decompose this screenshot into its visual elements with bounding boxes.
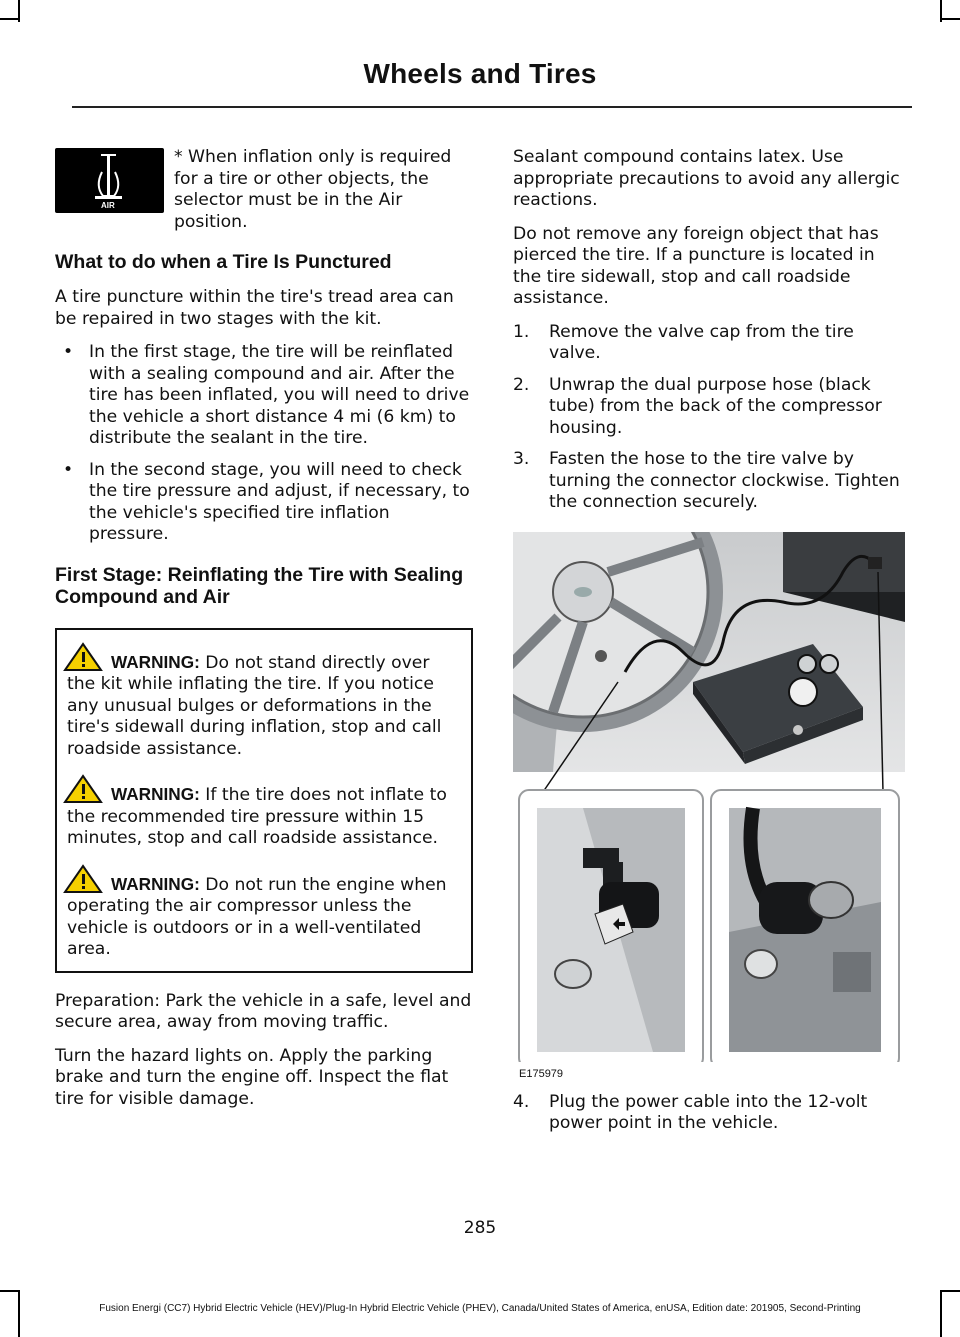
paragraph: Preparation: Park the vehicle in a safe, level and secure area, away from moving traffic. (55, 990, 472, 1032)
list-item: • In the second stage, you will need to check the tire pressure and adjust, if necessary, to the vehicle's specified tire inflation pressure. (55, 460, 473, 546)
air-pump-icon (55, 148, 164, 213)
warning-label: WARNING: (111, 651, 200, 672)
warning-triangle-icon (63, 774, 111, 804)
warning-text: Do not run the engine when operating the air compressor unless the vehicle is outdoors or in a well-ventilated area. (67, 874, 447, 959)
warning-text: If the tire does not inflate to the recommended tire pressure within 15 minutes, stop and call roadside assistance. (67, 785, 447, 848)
section-heading: First Stage: Reinflating the Tire with Sealing Compound and Air (55, 563, 464, 608)
tire-repair-kit-illustration (513, 532, 905, 1080)
warning-text: Do not stand directly over the kit while inflating the tire. If you notice any unusual bulges or deformations in the tire's sidewall during inflation, stop and call roadside assistance. (67, 652, 442, 759)
warning-triangle-icon (63, 642, 111, 672)
warning-item (67, 642, 463, 761)
right-column (513, 140, 905, 1147)
section-heading: What to do when a Tire Is Punctured (55, 251, 392, 273)
left-column (55, 140, 473, 1122)
list-item: • In the first stage, the tire will be reinflated with a sealing compound and air. After the tire has been inflated, you will need to drive the vehicle a short distance 4 mi (6 km) to distribute the sealant in the tire. (55, 342, 473, 450)
step-item: 4. Plug the power cable into the 12-volt power point in the vehicle. (513, 1091, 868, 1133)
title-rule (72, 106, 912, 108)
air-icon-label: AIR (101, 201, 115, 210)
crop-mark (940, 1290, 960, 1292)
crop-mark (0, 1290, 20, 1292)
intro-text: * When inflation only is required for a tire or other objects, the selector must be in the Air position. (174, 147, 452, 232)
paragraph: Turn the hazard lights on. Apply the parking brake and turn the engine off. Inspect the flat tire for visible damage. (55, 1045, 449, 1109)
footer-text: Fusion Energi (CC7) Hybrid Electric Vehicle (HEV)/Plug-In Hybrid Electric Vehicle (PHEV), Canada/United States of America, enUSA, Edition date: 201905, Second-Printing (99, 1303, 861, 1314)
paragraph: A tire puncture within the tire's tread area can be repaired in two stages with the kit. (55, 287, 454, 329)
step-list (513, 322, 905, 514)
warning-item (67, 774, 463, 850)
warning-item (67, 864, 463, 961)
step-list (513, 1092, 905, 1135)
page-title: Wheels and Tires (363, 58, 597, 89)
bullet-list (55, 342, 473, 546)
figure-code: E175979 (519, 1067, 564, 1080)
warning-label: WARNING: (111, 784, 200, 804)
step-item: 1. Remove the valve cap from the tire valve. (513, 321, 854, 363)
page-number: 285 (463, 1218, 497, 1238)
crop-mark (0, 18, 20, 20)
warning-triangle-icon (63, 864, 111, 894)
warning-label: WARNING: (111, 873, 200, 894)
paragraph: Do not remove any foreign object that has pierced the tire. If a puncture is located in the tire sidewall, stop and call roadside assistance. (513, 223, 879, 308)
step-item: 3. Fasten the hose to the tire valve by turning the connector clockwise. Tighten the connection securely. (513, 449, 900, 512)
crop-mark (940, 18, 960, 20)
paragraph: Sealant compound contains latex. Use appropriate precautions to avoid any allergic reactions. (513, 147, 900, 210)
step-item: 2. Unwrap the dual purpose hose (black tube) from the back of the compressor housing. (513, 374, 882, 438)
warning-box (55, 628, 473, 973)
